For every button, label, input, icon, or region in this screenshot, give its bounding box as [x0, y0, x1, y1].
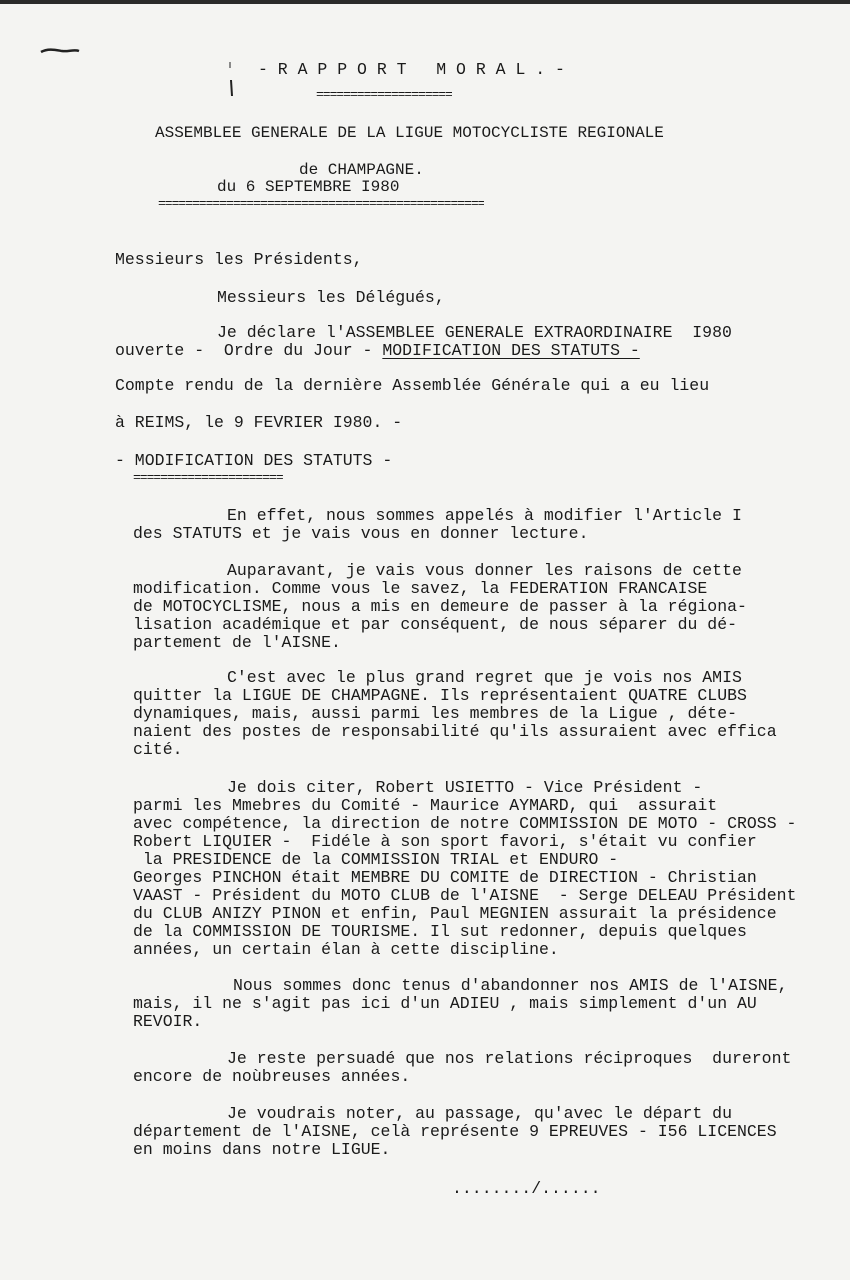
- paragraph-line: Je voudrais noter, au passage, qu'avec le départ du: [227, 1104, 732, 1123]
- salutation-presidents: Messieurs les Présidents,: [115, 250, 363, 269]
- paragraph-line: département de l'AISNE, celà représente 9 EPREUVES - I56 LICENCES: [133, 1122, 777, 1141]
- paragraph-line: avec compétence, la direction de notre COMMISSION DE MOTO - CROSS -: [133, 814, 797, 833]
- pencil-mark-icon: [226, 60, 236, 100]
- paragraph-line: parmi les Mmebres du Comité - Maurice AYMARD, qui assurait: [133, 796, 718, 815]
- opening-agenda-line: [115, 342, 640, 360]
- paragraph-line: Je reste persuadé que nos relations réciproques dureront: [227, 1049, 792, 1068]
- report-title: - R A P P O R T M O R A L . -: [258, 60, 565, 79]
- paragraph-line: REVOIR.: [133, 1012, 203, 1031]
- paragraph-line: Nous sommes donc tenus d'abandonner nos AMIS de l'AISNE,: [233, 976, 788, 995]
- paragraph-line: C'est avec le plus grand regret que je vois nos AMIS: [227, 668, 742, 687]
- continuation-marker: ......../......: [452, 1179, 601, 1198]
- paragraph-line: la PRESIDENCE de la COMMISSION TRIAL et ENDURO -: [133, 850, 619, 869]
- previous-assembly-line: Compte rendu de la dernière Assemblée Générale qui a eu lieu: [115, 376, 710, 395]
- paragraph-line: naient des postes de responsabilité qu'ils assuraient avec effica: [133, 722, 777, 741]
- paragraph-line: Georges PINCHON était MEMBRE DU COMITE de DIRECTION - Christian: [133, 868, 757, 887]
- paragraph-line: cité.: [133, 740, 183, 759]
- date-line: du 6 SEPTEMBRE I980: [217, 178, 400, 196]
- paragraph-line: de MOTOCYCLISME, nous a mis en demeure de passer à la régiona-: [133, 597, 747, 616]
- paragraph-line: dynamiques, mais, aussi parmi les membres de la Ligue , déte-: [133, 704, 737, 723]
- ink-mark-icon: [40, 44, 80, 58]
- paragraph-line: mais, il ne s'agit pas ici d'un ADIEU , mais simplement d'un AU: [133, 994, 757, 1013]
- date-underline: ================================================: [158, 199, 485, 209]
- paragraph-line: Je dois citer, Robert USIETTO - Vice Président -: [227, 778, 703, 797]
- section-heading-underline: ======================: [133, 473, 283, 483]
- section-heading: - MODIFICATION DES STATUTS -: [115, 451, 393, 470]
- paragraph-line: années, un certain élan à cette discipline.: [133, 940, 559, 959]
- paragraph-line: lisation académique et par conséquent, de nous séparer du dé-: [133, 615, 737, 634]
- region-line: de CHAMPAGNE.: [299, 161, 424, 179]
- paragraph-line: VAAST - Président du MOTO CLUB de l'AISNE - Serge DELEAU Président: [133, 886, 797, 905]
- paragraph-line: partement de l'AISNE.: [133, 633, 341, 652]
- agenda-item: MODIFICATION DES STATUTS -: [382, 341, 640, 360]
- paragraph-line: modification. Comme vous le savez, la FEDERATION FRANCAISE: [133, 579, 708, 598]
- previous-assembly-date: à REIMS, le 9 FEVRIER I980. -: [115, 413, 403, 432]
- paragraph-line: du CLUB ANIZY PINON et enfin, Paul MEGNIEN assurait la présidence: [133, 904, 777, 923]
- agenda-prefix: ouverte - Ordre du Jour -: [115, 341, 383, 360]
- paragraph-line: encore de noùbreuses années.: [133, 1067, 411, 1086]
- paragraph-line: Robert LIQUIER - Fidéle à son sport favori, s'était vu confier: [133, 832, 757, 851]
- organization-line: ASSEMBLEE GENERALE DE LA LIGUE MOTOCYCLISTE REGIONALE: [155, 124, 664, 142]
- paragraph-line: de la COMMISSION DE TOURISME. Il sut redonner, depuis quelques: [133, 922, 747, 941]
- paragraph-line: des STATUTS et je vais vous en donner lecture.: [133, 524, 589, 543]
- paragraph-line: Auparavant, je vais vous donner les raisons de cette: [227, 561, 742, 580]
- paragraph-line: en moins dans notre LIGUE.: [133, 1140, 391, 1159]
- paragraph-line: En effet, nous sommes appelés à modifier l'Article I: [227, 506, 742, 525]
- opening-declaration: Je déclare l'ASSEMBLEE GENERALE EXTRAORDINAIRE I980: [217, 323, 732, 342]
- paragraph-line: quitter la LIGUE DE CHAMPAGNE. Ils représentaient QUATRE CLUBS: [133, 686, 747, 705]
- title-underline: ====================: [316, 90, 453, 100]
- salutation-delegates: Messieurs les Délégués,: [217, 288, 445, 307]
